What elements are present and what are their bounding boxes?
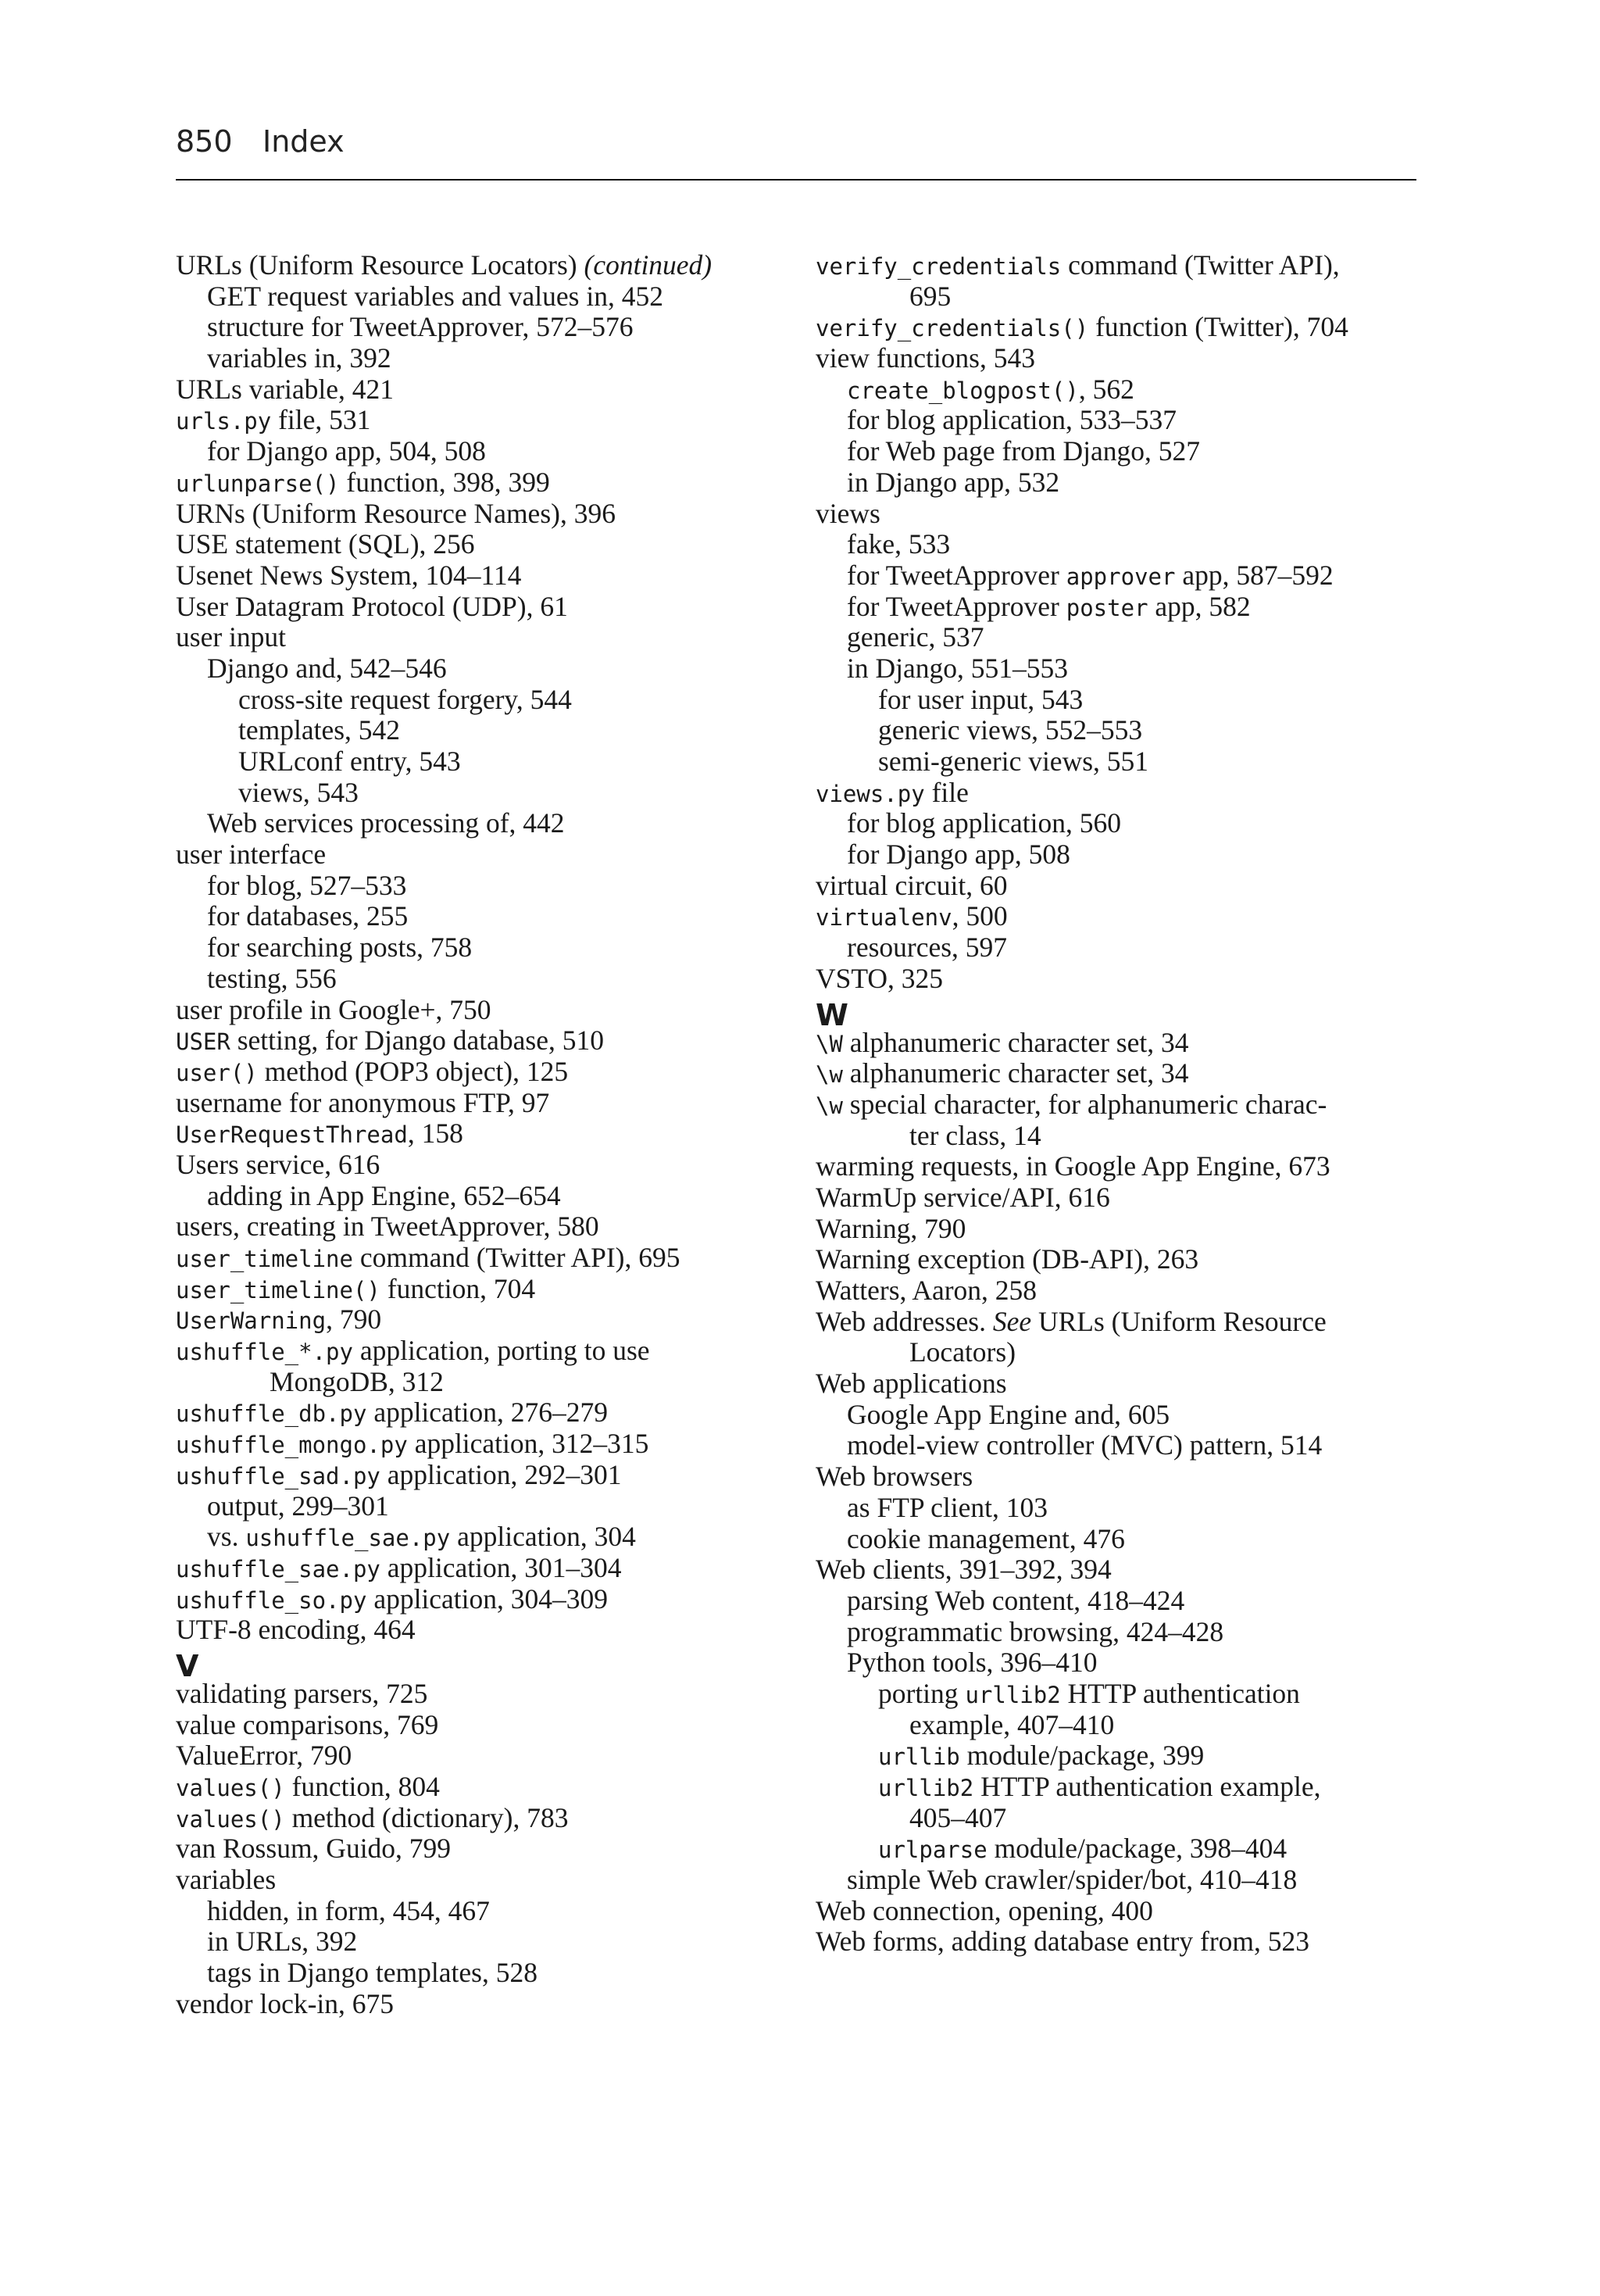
index-subentry [816, 746, 1425, 778]
running-header [176, 121, 1416, 181]
index-subentry [176, 1522, 793, 1553]
index-entry [176, 592, 793, 623]
entry-text: parsing Web content, 418–424 [847, 1584, 1185, 1616]
index-entry [176, 1740, 793, 1772]
index-entry [176, 1025, 793, 1057]
entry-text: HTTP authentication example, [973, 1771, 1321, 1802]
index-entry [176, 1772, 793, 1803]
entry-text: MongoDB, 312 [270, 1365, 444, 1397]
entry-text: function, 704 [380, 1272, 536, 1304]
index-entry [816, 1028, 1425, 1059]
index-entry [176, 1553, 793, 1584]
entry-text: Users service, 616 [176, 1148, 380, 1180]
entry-text: alphanumeric character set, 34 [842, 1057, 1189, 1089]
entry-text: in Django, 551–553 [847, 652, 1068, 684]
index-subentry [176, 871, 793, 902]
entry-text: for TweetApprover [847, 590, 1066, 622]
index-entry [176, 529, 793, 560]
code-term: \W [816, 1030, 843, 1057]
page-title: Index [262, 124, 345, 159]
entry-text: function, 804 [284, 1771, 440, 1802]
index-subentry [176, 436, 793, 467]
entry-text: 405–407 [909, 1801, 1007, 1833]
index-entry [816, 1058, 1425, 1089]
index-entry [816, 499, 1425, 530]
entry-text: resources, 597 [847, 932, 1008, 964]
entry-text: , 790 [326, 1304, 382, 1336]
index-subentry [176, 1926, 793, 1958]
index-subentry [816, 1617, 1425, 1648]
index-subentry [816, 1430, 1425, 1461]
entry-text: variables [176, 1864, 277, 1896]
code-term: ushuffle_db.py [176, 1400, 367, 1428]
index-entry [176, 1274, 793, 1305]
index-entry [816, 1089, 1425, 1121]
index-subentry [816, 1524, 1425, 1555]
entry-text: application, porting to use [352, 1335, 650, 1367]
entry-text: output, 299–301 [207, 1490, 389, 1522]
entry-text: validating parsers, 725 [176, 1677, 428, 1709]
index-subentry [816, 1647, 1425, 1679]
entry-text: file, 531 [271, 404, 371, 436]
index-subentry [816, 436, 1425, 467]
index-subentry [816, 1865, 1425, 1896]
index-entry [176, 839, 793, 871]
code-term: UserRequestThread [176, 1121, 408, 1149]
entry-text: view functions, 543 [816, 342, 1036, 374]
index-entry [816, 901, 1425, 932]
index-entry [176, 1833, 793, 1865]
index-subentry [176, 901, 793, 932]
entry-text: generic views, 552–553 [878, 714, 1143, 746]
index-subentry [816, 1710, 1425, 1741]
entry-text: method (dictionary), 783 [284, 1801, 569, 1833]
index-entry [816, 1182, 1425, 1214]
entry-text: alphanumeric character set, 34 [842, 1026, 1189, 1058]
entry-text: porting [878, 1677, 966, 1709]
index-subentry [176, 1181, 793, 1212]
index-entry [176, 250, 793, 281]
index-subentry [176, 932, 793, 964]
entry-text: templates, 542 [238, 714, 401, 746]
index-subentry [176, 281, 793, 313]
entry-text: hidden, in form, 454, 467 [207, 1894, 490, 1926]
entry-text: application, 276–279 [366, 1397, 609, 1429]
italic-text: See [992, 1305, 1032, 1337]
entry-text: Web connection, opening, 400 [816, 1894, 1153, 1926]
entry-text: application, 304–309 [366, 1583, 609, 1615]
entry-text: Web services processing of, 442 [207, 807, 565, 839]
index-subentry [816, 529, 1425, 560]
index-subentry [816, 715, 1425, 746]
entry-text: function, 398, 399 [339, 466, 550, 498]
entry-text: for searching posts, 758 [207, 932, 473, 964]
code-term: verify_credentials() [816, 315, 1089, 342]
code-term: poster [1066, 594, 1148, 621]
entry-text: ValueError, 790 [176, 1740, 352, 1772]
entry-text: views [816, 497, 880, 529]
index-subentry [176, 653, 793, 685]
entry-text: for Django app, 508 [847, 839, 1070, 871]
index-subentry [816, 932, 1425, 964]
entry-text: as FTP client, 103 [847, 1491, 1048, 1523]
section-letter-heading: V [176, 1648, 199, 1683]
code-term: ushuffle_mongo.py [176, 1432, 408, 1459]
index-subentry [816, 1740, 1425, 1772]
section-letter-heading: W [816, 997, 848, 1032]
entry-text: views, 543 [238, 776, 359, 808]
index-subentry [176, 1491, 793, 1522]
entry-text: vs. [207, 1521, 246, 1553]
index-subentry [176, 964, 793, 995]
entry-text: app, 582 [1148, 590, 1251, 622]
entry-text: app, 587–592 [1175, 559, 1334, 591]
code-term: urllib2 [878, 1775, 974, 1801]
index-subentry [816, 1493, 1425, 1524]
entry-text: URNs (Uniform Resource Names), 396 [176, 497, 616, 529]
entry-text: for Django app, 504, 508 [207, 435, 486, 467]
entry-text: programmatic browsing, 424–428 [847, 1615, 1224, 1647]
entry-text: user input [176, 621, 286, 653]
index-subentry [176, 343, 793, 374]
entry-text: Web addresses. [816, 1305, 993, 1337]
index-entry [176, 1336, 793, 1367]
index-entry [176, 622, 793, 653]
index-subentry [816, 1772, 1425, 1803]
index-column-left [176, 250, 793, 2020]
entry-text: Locators) [909, 1336, 1016, 1368]
index-subentry [816, 622, 1425, 653]
entry-text: Warning exception (DB-API), 263 [816, 1243, 1199, 1275]
code-term: user_timeline [176, 1246, 353, 1272]
index-entry [176, 1429, 793, 1460]
entry-text: WarmUp service/API, 616 [816, 1181, 1110, 1213]
entry-text: model-view controller (MVC) pattern, 514 [847, 1429, 1323, 1461]
entry-text: in URLs, 392 [207, 1926, 358, 1958]
code-term: verify_credentials [816, 253, 1062, 280]
index-entry [176, 1397, 793, 1429]
index-subentry [816, 467, 1425, 499]
entry-text: HTTP authentication [1060, 1677, 1300, 1709]
entry-text: function (Twitter), 704 [1088, 311, 1348, 343]
entry-text: Web applications [816, 1368, 1007, 1400]
entry-text: simple Web crawler/spider/bot, 410–418 [847, 1864, 1298, 1896]
index-subentry [816, 560, 1425, 592]
code-term: values() [176, 1805, 285, 1833]
code-term: \w [816, 1061, 843, 1089]
code-term: urllib2 [965, 1681, 1061, 1708]
index-subentry [176, 685, 793, 716]
index-entry [176, 499, 793, 530]
entry-text: users, creating in TweetApprover, 580 [176, 1211, 599, 1243]
index-entry [816, 1244, 1425, 1275]
index-entry [176, 1679, 793, 1710]
entry-text: Google App Engine and, 605 [847, 1398, 1170, 1430]
entry-text: command (Twitter API), 695 [352, 1242, 680, 1273]
entry-text: Web browsers [816, 1461, 973, 1493]
page-number: 850 [176, 124, 233, 159]
index-entry [176, 1615, 793, 1646]
entry-text: testing, 556 [207, 962, 337, 994]
entry-text: ter class, 14 [909, 1119, 1041, 1151]
entry-text: example, 407–410 [909, 1708, 1115, 1740]
entry-text: Usenet News System, 104–114 [176, 559, 522, 591]
index-entry [176, 995, 793, 1026]
entry-text: module/package, 399 [959, 1740, 1205, 1772]
entry-text: , 500 [952, 900, 1008, 932]
entry-text: User Datagram Protocol (UDP), 61 [176, 590, 568, 622]
code-term: ushuffle_sae.py [176, 1555, 380, 1583]
index-subentry [176, 715, 793, 746]
code-term: UserWarning [176, 1307, 327, 1335]
index-entry [816, 343, 1425, 374]
code-term: user() [176, 1059, 258, 1086]
index-subentry [176, 312, 793, 343]
entry-text: for blog application, 560 [847, 807, 1121, 839]
index-entry [816, 1554, 1425, 1586]
entry-text: username for anonymous FTP, 97 [176, 1086, 550, 1118]
index-subentry [816, 1400, 1425, 1431]
entry-text: URLconf entry, 543 [238, 746, 461, 777]
entry-text: tags in Django templates, 528 [207, 1957, 538, 1989]
index-entry [176, 467, 793, 499]
index-entry [816, 250, 1425, 281]
entry-text: for databases, 255 [207, 900, 409, 932]
code-term: values() [176, 1775, 285, 1801]
index-entry [816, 1368, 1425, 1400]
entry-text: module/package, 398–404 [987, 1833, 1288, 1865]
entry-text: virtual circuit, 60 [816, 869, 1008, 901]
index-subentry [816, 1586, 1425, 1617]
index-entry [816, 1926, 1425, 1958]
index-subentry [176, 746, 793, 778]
entry-text: , 562 [1078, 373, 1134, 405]
entry-text: URLs (Uniform Resource Locators) [176, 249, 584, 281]
index-entry [176, 1304, 793, 1336]
italic-text: (continued) [584, 249, 712, 281]
index-entry [176, 1211, 793, 1243]
entry-text: Python tools, 396–410 [847, 1647, 1098, 1679]
index-subentry [176, 1958, 793, 1989]
index-entry [176, 1150, 793, 1181]
index-subentry [816, 1833, 1425, 1865]
index-subentry [816, 653, 1425, 685]
code-term: urls.py [176, 408, 272, 435]
entry-text: application, 292–301 [380, 1458, 622, 1490]
index-subentry [816, 685, 1425, 716]
index-entry [176, 374, 793, 406]
entry-text: value comparisons, 769 [176, 1708, 439, 1740]
entry-text: fake, 533 [847, 528, 951, 560]
entry-text: VSTO, 325 [816, 962, 944, 994]
code-term: user_timeline() [176, 1276, 380, 1304]
code-term: ushuffle_*.py [176, 1339, 353, 1366]
index-subentry [816, 374, 1425, 406]
entry-text: special character, for alphanumeric charac- [842, 1088, 1327, 1120]
entry-text: user interface [176, 839, 327, 871]
index-subentry [176, 1896, 793, 1927]
entry-text: semi-generic views, 551 [878, 746, 1149, 777]
index-entry [176, 405, 793, 436]
entry-text: cross-site request forgery, 544 [238, 683, 572, 715]
code-term: USER [176, 1028, 230, 1056]
code-term: approver [1066, 563, 1176, 590]
code-term: \w [816, 1092, 843, 1119]
index-entry [816, 778, 1425, 809]
entry-text: Web forms, adding database entry from, 523 [816, 1926, 1310, 1958]
entry-text: user profile in Google+, 750 [176, 993, 491, 1025]
entry-text: command (Twitter API), [1061, 249, 1340, 281]
index-entry [816, 1307, 1425, 1338]
entry-text: adding in App Engine, 652–654 [207, 1179, 561, 1211]
index-entry [176, 1088, 793, 1119]
code-term: urlparse [878, 1836, 988, 1864]
index-entry [176, 1584, 793, 1615]
index-entry [816, 1896, 1425, 1927]
code-term: ushuffle_so.py [176, 1586, 367, 1614]
index-entry [176, 1118, 793, 1150]
entry-text: Warning, 790 [816, 1212, 966, 1244]
entry-text: for blog, 527–533 [207, 869, 407, 901]
entry-text: URLs variable, 421 [176, 373, 395, 405]
code-term: urllib [878, 1743, 960, 1771]
entry-text: USE statement (SQL), 256 [176, 528, 475, 560]
entry-text: for TweetApprover [847, 559, 1066, 591]
entry-text: 695 [909, 280, 952, 312]
index-subentry [816, 281, 1425, 313]
entry-text: generic, 537 [847, 621, 984, 653]
index-subentry [816, 839, 1425, 871]
index-subentry [816, 405, 1425, 436]
index-entry [816, 964, 1425, 995]
entry-text: method (POP3 object), 125 [257, 1055, 569, 1087]
index-entry [176, 1057, 793, 1088]
index-entry [816, 1214, 1425, 1245]
entry-text: setting, for Django database, 510 [230, 1025, 604, 1057]
index-subentry [176, 778, 793, 809]
entry-text: variables in, 392 [207, 342, 391, 374]
entry-text: in Django app, 532 [847, 466, 1060, 498]
entry-text: URLs (Uniform Resource [1031, 1305, 1327, 1337]
index-subentry [816, 1803, 1425, 1834]
entry-text: warming requests, in Google App Engine, 673 [816, 1150, 1330, 1182]
entry-text: Watters, Aaron, 258 [816, 1275, 1038, 1306]
entry-text: structure for TweetApprover, 572–576 [207, 311, 634, 343]
index-entry [176, 560, 793, 592]
index-entry [176, 1243, 793, 1274]
entry-text: application, 304 [450, 1521, 636, 1553]
entry-text: Django and, 542–546 [207, 652, 447, 684]
entry-text: Web clients, 391–392, 394 [816, 1554, 1112, 1586]
code-term: create_blogpost() [847, 377, 1079, 404]
entry-text: for user input, 543 [878, 683, 1084, 715]
index-column-right [816, 250, 1425, 1958]
entry-text: cookie management, 476 [847, 1522, 1125, 1554]
entry-text: vendor lock-in, 675 [176, 1987, 395, 2019]
entry-text: for blog application, 533–537 [847, 404, 1177, 436]
index-entry [176, 1460, 793, 1491]
entry-text: , 158 [407, 1118, 463, 1150]
entry-text: van Rossum, Guido, 799 [176, 1833, 452, 1865]
entry-text: application, 301–304 [380, 1551, 622, 1583]
index-subentry [816, 1679, 1425, 1710]
index-entry [816, 1151, 1425, 1182]
index-entry [816, 871, 1425, 902]
entry-text: application, 312–315 [407, 1428, 649, 1460]
index-subentry [816, 1121, 1425, 1152]
entry-text: file [924, 776, 969, 808]
index-subentry [816, 1337, 1425, 1368]
entry-text: for Web page from Django, 527 [847, 435, 1200, 467]
code-term: urlunparse() [176, 470, 340, 497]
index-entry [176, 1989, 793, 2020]
index-subentry [816, 808, 1425, 839]
entry-text: GET request variables and values in, 452 [207, 280, 663, 312]
code-term: ushuffle_sad.py [176, 1462, 380, 1490]
index-entry [176, 1865, 793, 1896]
code-term: ushuffle_sae.py [245, 1525, 451, 1552]
entry-text: UTF-8 encoding, 464 [176, 1614, 416, 1646]
index-subentry [176, 808, 793, 839]
index-subentry [176, 1367, 793, 1398]
index-entry [816, 1275, 1425, 1307]
index-entry [816, 1461, 1425, 1493]
index-entry [816, 312, 1425, 343]
index-entry [176, 1803, 793, 1834]
index-entry [176, 1710, 793, 1741]
code-term: virtualenv [816, 904, 952, 932]
index-subentry [816, 592, 1425, 623]
code-term: views.py [816, 780, 925, 807]
